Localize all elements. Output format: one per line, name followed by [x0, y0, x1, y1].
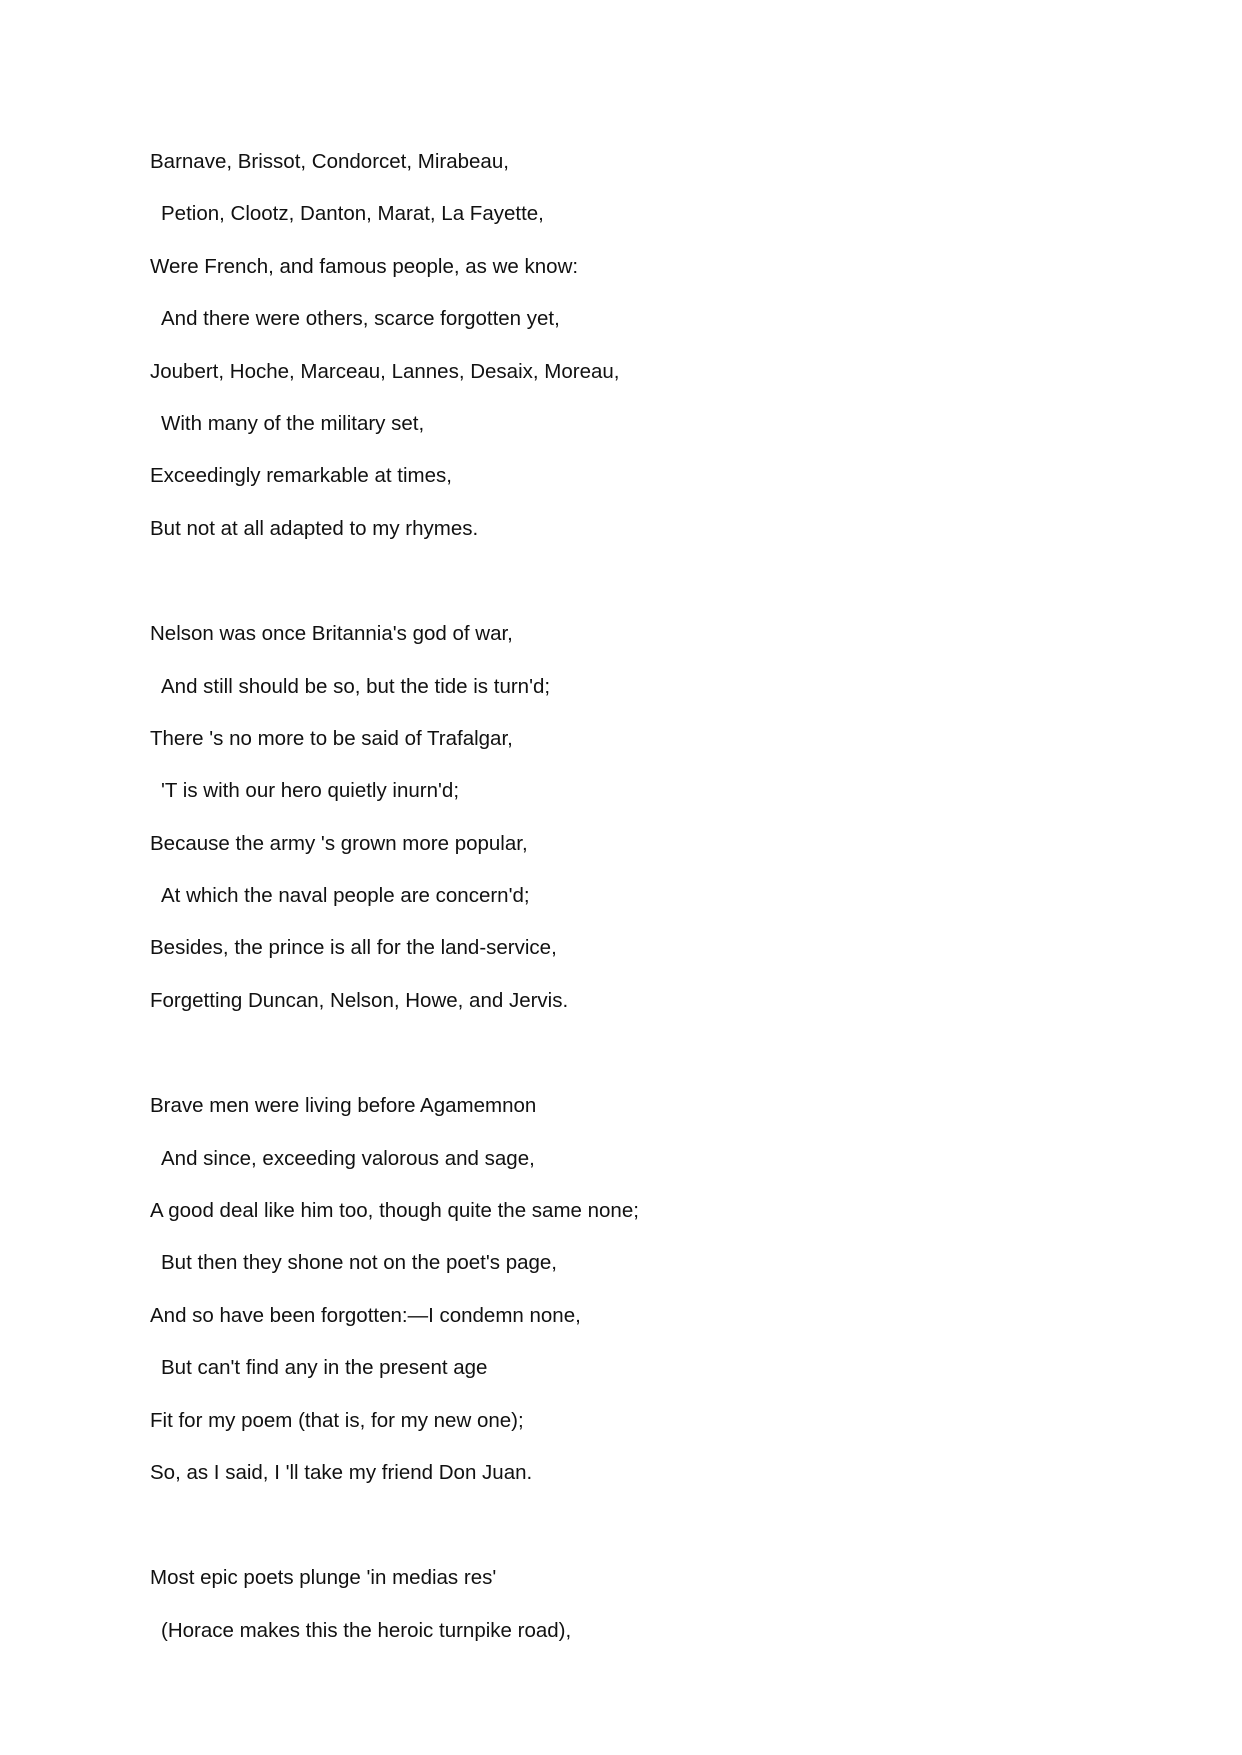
poem-line: At which the naval people are concern'd;	[161, 884, 530, 908]
poem-line: Forgetting Duncan, Nelson, Howe, and Jervis.	[150, 988, 569, 1012]
poem-line: And still should be so, but the tide is turn'd;	[161, 674, 551, 698]
poem-line: (Horace makes this the heroic turnpike road),	[161, 1618, 572, 1642]
poem-line: Brave men were living before Agamemnon	[150, 1094, 537, 1118]
poem-line: And since, exceeding valorous and sage,	[161, 1146, 535, 1170]
poem-line: Nelson was once Britannia's god of war,	[150, 622, 513, 646]
poem-line: And so have been forgotten:—I condemn none,	[150, 1303, 581, 1327]
poem-line: Were French, and famous people, as we know:	[150, 254, 579, 278]
poem-body	[150, 136, 1150, 1710]
poem-line: But then they shone not on the poet's page,	[161, 1251, 557, 1275]
poem-line: And there were others, scarce forgotten yet,	[161, 307, 560, 331]
poem-line: Because the army 's grown more popular,	[150, 831, 528, 855]
poem-line: With many of the military set,	[161, 411, 425, 435]
stanza	[150, 1552, 1150, 1657]
poem-line: A good deal like him too, though quite the same none;	[150, 1199, 639, 1223]
poem-line: Most epic poets plunge 'in medias res'	[150, 1566, 497, 1590]
stanza	[150, 608, 1150, 1027]
poem-line: Petion, Clootz, Danton, Marat, La Fayette,	[161, 202, 544, 226]
poem-line: But not at all adapted to my rhymes.	[150, 516, 479, 540]
poem-line: But can't find any in the present age	[161, 1356, 488, 1380]
poem-line: 'T is with our hero quietly inurn'd;	[161, 779, 460, 803]
poem-line: Besides, the prince is all for the land-service,	[150, 936, 557, 960]
poem-line: Joubert, Hoche, Marceau, Lannes, Desaix, Moreau,	[150, 359, 620, 383]
poem-line: Fit for my poem (that is, for my new one);	[150, 1408, 524, 1432]
poem-line: Exceedingly remarkable at times,	[150, 464, 452, 488]
poem-line: There 's no more to be said of Trafalgar,	[150, 726, 513, 750]
stanza	[150, 1080, 1150, 1499]
stanza	[150, 136, 1150, 555]
poem-line: Barnave, Brissot, Condorcet, Mirabeau,	[150, 150, 509, 173]
poem-line: So, as I said, I 'll take my friend Don Juan.	[150, 1460, 533, 1484]
